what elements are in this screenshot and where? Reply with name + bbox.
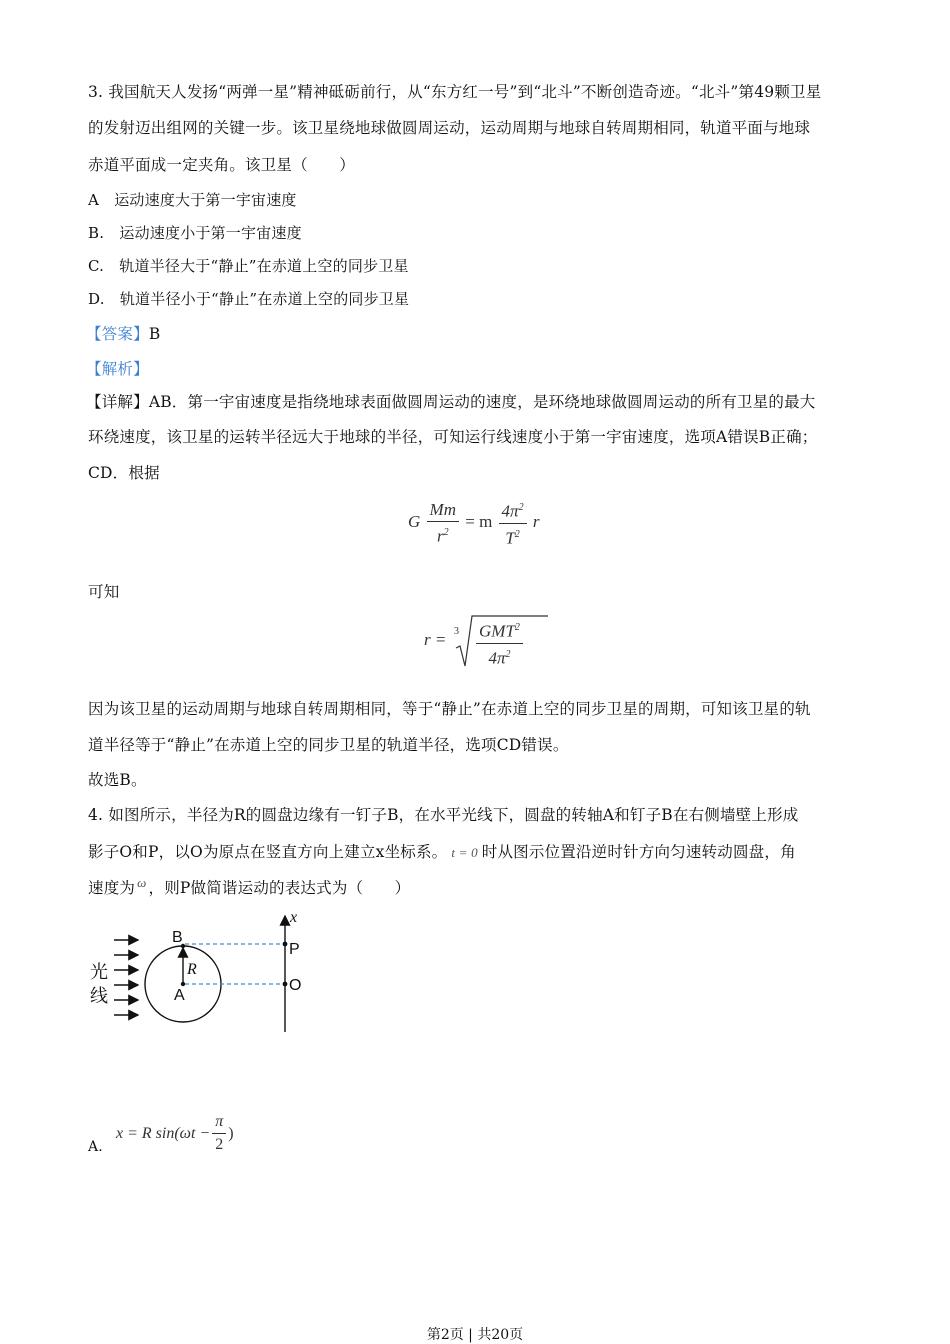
q4-stem-line-1: 4. 如图所示，半径为R的圆盘边缘有一钉子B，在水平光线下，圆盘的转轴A和钉子B在右侧墙壁上形成: [88, 806, 799, 824]
equation-gravity: [408, 498, 539, 548]
eq1-lhs-exp: 2: [443, 526, 449, 538]
q3-option-d: D. 轨道半径小于“静止”在赤道上空的同步卫星: [88, 290, 410, 308]
opt-a-expr-left: x = R sin(ωt −: [116, 1124, 211, 1142]
q3-final: 故选B。: [88, 771, 147, 789]
light-label-2: 线: [90, 986, 108, 1007]
answer-tag: 【答案】: [86, 325, 149, 343]
q4-stem-3a: 速度为: [88, 879, 136, 897]
eq1-G: G: [408, 512, 421, 532]
q4-stem-2b: 时从图示位置沿逆时针方向匀速转动圆盘，角: [481, 843, 796, 861]
detail-tag: 【详解】: [86, 393, 149, 411]
page-footer: 第2页 | 共20页: [426, 1327, 524, 1343]
q3-conclusion-line-1: 因为该卫星的运动周期与地球自转周期相同，等于“静止”在赤道上空的同步卫星的周期，可知该卫星的轨: [88, 700, 811, 718]
eq1-lhs-den-r: r: [436, 526, 444, 546]
q3-stem-line-2: 的发射迈出组网的关键一步。该卫星绕地球做圆周运动，运动周期与地球自转周期相同，轨道平面与地球: [88, 119, 811, 137]
q3-conclusion-line-2: 道半径等于“静止”在赤道上空的同步卫星的轨道半径，选项CD错误。: [88, 736, 569, 754]
eq1-rhs-den-exp: 2: [514, 528, 520, 540]
q4-option-a-expression: [116, 1112, 234, 1155]
eq1-rhs-num-exp: 2: [518, 502, 524, 513]
q3-analysis-tag: 【解析】: [86, 360, 149, 378]
label-R: R: [187, 961, 197, 978]
q4-stem-3b: ，则P做简谐运动的表达式为（ ）: [148, 879, 411, 897]
eq1-rhs-num: [499, 498, 527, 524]
eq2-lhs: r =: [424, 630, 447, 649]
eq1-lhs-fraction: [427, 500, 459, 547]
shadow-point-O: [283, 982, 288, 987]
q4-stem-2a: 影子O和P，以O为原点在竖直方向上建立x坐标系。: [88, 843, 448, 861]
eq1-lhs-num: Mm: [427, 500, 459, 522]
q4-stem-line-3: [88, 875, 411, 899]
opt-a-expr-right: ): [228, 1124, 234, 1142]
answer-value: B: [148, 325, 161, 343]
q4-option-a-label: A.: [88, 1139, 103, 1155]
q3-option-b: B. 运动速度小于第一宇宙速度: [88, 224, 302, 242]
q3-stem-line-1: 3. 我国航天人发扬“两弹一星”精神砥砺前行，从“东方红一号”到“北斗”不断创造奇迹。“北斗”第49颗卫星: [88, 83, 822, 101]
eq1-rhs-den-T: T: [505, 528, 515, 548]
eq1-r: r: [532, 512, 540, 532]
eq2-fraction: [476, 618, 523, 668]
rotating-disk-figure: [84, 908, 324, 1038]
eq2-den-text: 4π: [488, 648, 506, 668]
q4-t-zero: t = 0: [451, 845, 478, 860]
eq1-rhs-num-text: 4π: [501, 501, 519, 521]
label-O: O: [289, 977, 302, 994]
eq1-eq-m: = m: [465, 512, 493, 532]
eq2-den: [485, 644, 513, 669]
q3-detail-line-2: 环绕速度，该卫星的运转半径远大于地球的半径，可知运行线速度小于第一宇宙速度，选项A错误B正确；: [88, 428, 818, 446]
light-rays-icon: [114, 940, 138, 1015]
opt-a-frac-den: 2: [215, 1136, 224, 1153]
eq2-num-text: GMT: [479, 621, 515, 641]
q3-answer: [86, 324, 160, 344]
opt-a-frac-num: π: [212, 1112, 226, 1134]
q4-stem-line-2: [88, 842, 796, 863]
q3-detail-line-1: [86, 392, 816, 412]
q3-stem-line-3: 赤道平面成一定夹角。该卫星（ ）: [88, 156, 355, 174]
q3-option-c: C. 轨道半径大于“静止”在赤道上空的同步卫星: [88, 257, 409, 275]
opt-a-fraction: [212, 1112, 226, 1155]
eq2-root-index: 3: [454, 626, 459, 637]
q3-option-a: A 运动速度大于第一宇宙速度: [88, 191, 297, 209]
eq1-lhs-den: [434, 522, 452, 547]
label-P: P: [289, 941, 300, 958]
eq2-num-exp: 2: [514, 622, 520, 633]
eq1-rhs-fraction: [499, 498, 527, 548]
axis-point-A: [181, 982, 185, 986]
q4-omega: ω: [137, 875, 147, 890]
label-B: B: [172, 929, 183, 946]
q3-kezhi: 可知: [88, 583, 120, 601]
label-A: A: [174, 987, 185, 1004]
eq1-rhs-den: [502, 524, 522, 549]
q3-detail-line-3: CD．根据: [88, 464, 160, 482]
light-label-1: 光: [90, 962, 108, 983]
shadow-point-P: [283, 942, 288, 947]
eq2-num: [476, 618, 523, 644]
label-x: x: [290, 909, 298, 926]
eq2-den-exp: 2: [505, 648, 511, 660]
detail-text-1: AB．第一宇宙速度是指绕地球表面做圆周运动的速度，是环绕地球做圆周运动的所有卫星的最大: [148, 393, 816, 411]
